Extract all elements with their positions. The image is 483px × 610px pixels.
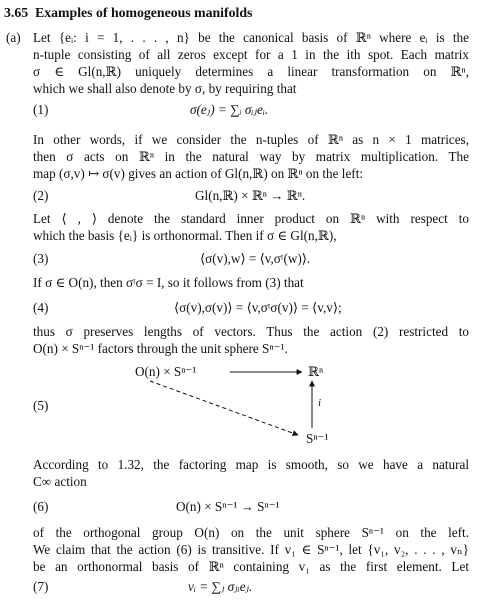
equation-label-1: (1)	[33, 102, 49, 117]
equation-label-4: (4)	[33, 300, 49, 315]
text-line: Let {eᵢ: i = 1, . . . , n} be the canonical basis of ℝⁿ where eᵢ is the	[33, 30, 469, 45]
paragraph-6	[33, 456, 469, 490]
section-number: 3.65	[4, 5, 29, 20]
diagram-node-bottom-right: Sⁿ⁻¹	[306, 431, 329, 446]
equation-label-6: (6)	[33, 499, 49, 514]
equation-7: vᵢ = ∑ⱼ σⱼᵢeⱼ.	[188, 579, 253, 594]
equation-label-7: (7)	[33, 579, 49, 594]
text-line: In other words, if we consider the n-tuples of ℝⁿ as n × 1 matrices,	[33, 132, 469, 147]
text-line: O(n) × Sⁿ⁻¹ factors through the unit sphere Sⁿ⁻¹.	[33, 341, 288, 356]
equation-1: σ(eⱼ) = ∑ᵢ σᵢⱼeᵢ.	[190, 102, 269, 117]
text-line: which the basis {eᵢ} is orthonormal. Then if σ ∈ Gl(n,ℝ),	[33, 228, 337, 243]
text-line: σ ∈ Gl(n,ℝ) uniquely determines a linear transformation on ℝⁿ,	[33, 64, 469, 79]
text-line: then σ acts on ℝⁿ in the natural way by matrix multiplication. The	[33, 149, 469, 164]
equation-label-3: (3)	[33, 251, 49, 266]
section-title: Examples of homogeneous manifolds	[35, 5, 253, 20]
diagram-label: (5)	[33, 398, 49, 413]
equation-label-2: (2)	[33, 188, 49, 203]
text-line: which we shall also denote by σ, by requiring that	[33, 81, 297, 96]
text-line: C∞ action	[33, 474, 87, 489]
paragraph-7	[33, 524, 469, 575]
equation-3: ⟨σ(v),w⟩ = ⟨v,σᵗ(w)⟩.	[200, 251, 311, 266]
equation-4: ⟨σ(v),σ(v)⟩ = ⟨v,σᵗσ(v)⟩ = ⟨v,v⟩;	[174, 300, 342, 315]
text-line: n-tuple consisting of all zeros except for a 1 in the ith spot. Each matrix	[33, 47, 469, 62]
text-line: We claim that the action (6) is transitive. If v₁ ∈ Sⁿ⁻¹, let {v₁, v₂, . . . , vₙ}	[33, 542, 469, 557]
text-line: be an orthonormal basis of ℝⁿ containing v₁ as the first element. Let	[33, 559, 469, 574]
text-line: Let ⟨ , ⟩ denote the standard inner product on ℝⁿ with respect to	[33, 211, 469, 226]
arrow-dashed-factoring	[150, 381, 298, 435]
diagram-arrow-label: i	[318, 397, 322, 409]
diagram-node-top-left: O(n) × Sⁿ⁻¹	[135, 364, 197, 379]
text-line: of the orthogonal group O(n) on the unit sphere Sⁿ⁻¹ on the left.	[33, 525, 469, 540]
equation-6: O(n) × Sⁿ⁻¹ → Sⁿ⁻¹	[176, 499, 280, 514]
part-label: (a)	[6, 30, 21, 45]
line-4: If σ ∈ O(n), then σᵗσ = I, so it follows from (3) that	[33, 275, 304, 290]
diagram-node-top-right: ℝⁿ	[308, 364, 324, 379]
text-line: thus σ preserves lengths of vectors. Thus the action (2) restricted to	[33, 324, 469, 339]
equation-2: Gl(n,ℝ) × ℝⁿ → ℝⁿ.	[195, 188, 306, 203]
text-line: map (σ,v) ↦ σ(v) gives an action of Gl(n,ℝ) on ℝⁿ on the left:	[33, 166, 364, 181]
text-line: According to 1.32, the factoring map is smooth, so we have a natural	[33, 457, 469, 472]
